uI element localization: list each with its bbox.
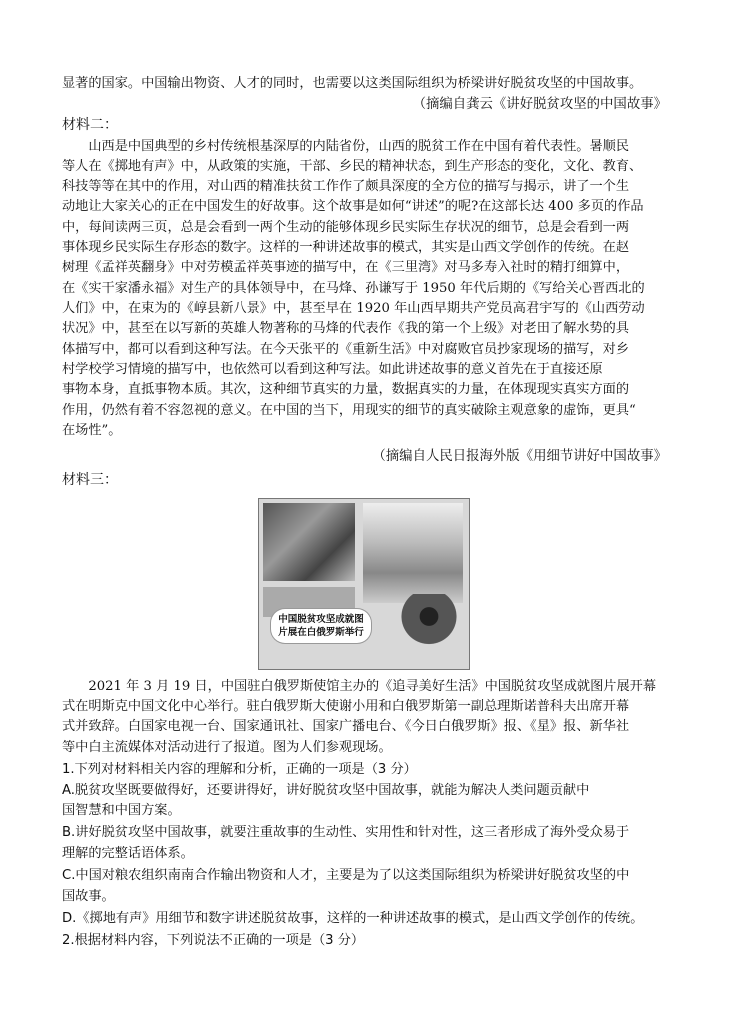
option-b-cont: 理解的完整话语体系。 [62, 846, 194, 861]
source-citation: （摘编自龚云《讲好脱贫攻坚的中国故事》 [412, 97, 667, 112]
paragraph-line: 科技等等在其中的作用，对山西的精准扶贫工作作了颇具深度的全方位的描写与揭示，讲了一个生 [62, 179, 630, 194]
option-d: D.《掷地有声》用细节和数字讲述脱贫故事，这样的一种讲述故事的模式，是山西文学创作的传统。 [62, 911, 644, 926]
option-a: A.脱贫攻坚既要做得好，还要讲得好，讲好脱贫攻坚中国故事，就能为解决人类问题贡献中 [62, 783, 590, 798]
option-c-cont: 国故事。 [62, 889, 115, 904]
paragraph-line: 在场性”。 [62, 423, 122, 438]
paragraph-line: 2021 年 3 月 19 日，中国驻白俄罗斯使馆主办的《追寻美好生活》中国脱贫攻坚成就图片展开幕 [62, 679, 657, 694]
option-c: C.中国对粮农组织南南合作输出物资和人才，主要是为了以这类国际组织为桥梁讲好脱贫攻坚的中 [62, 868, 630, 883]
paragraph-line: 式并致辞。白国家电视一台、国家通讯社、国家广播电台、《今日白俄罗斯》报、《星》报、新华社 [62, 719, 630, 734]
paragraph-line: 中，每间读两三页，总是会看到一两个生动的能够体现乡民实际生存状况的细节，总是会看到一两 [62, 220, 630, 235]
paragraph-line: 在《实干家潘永福》对生产的具体领导中，在马烽、孙谦写于 1950 年代后期的《写给关心晋西北的 [62, 281, 645, 296]
paragraph-line: 体描写中，都可以看到这种写法。在今天张平的《重新生活》中对腐败官员抄家现场的描写，对乡 [62, 342, 630, 357]
paragraph-line: 等人在《掷地有声》中，从政策的实施，干部、乡民的精神状态，到生产形态的变化，文化、教育、 [62, 159, 643, 174]
paragraph-line: 山西是中国典型的乡村传统根基深厚的内陆省份，山西的脱贫工作在中国有着代表性。暑顺民 [62, 139, 630, 154]
paragraph-line: 事体现乡民实际生存形态的数字。这样的一种讲述故事的模式，其实是山西文学创作的传统。在赵 [62, 240, 630, 255]
paragraph-line: 等中白主流媒体对活动进行了报道。图为人们参观现场。 [62, 740, 392, 755]
paragraph-line: 人们》中，在束为的《崞县新八景》中，甚至早在 1920 年山西早期共产党员高君宇写的《山西劳动 [62, 301, 645, 316]
paragraph-line: 状况》中，甚至在以写新的英雄人物著称的马烽的代表作《我的第一个上级》对老田了解水势的具 [62, 321, 630, 336]
paragraph-line: 村学校学习情境的描写中，也依然可以看到这种写法。如此讲述故事的意义首先在于直接还原 [62, 362, 603, 377]
question-1-stem: 1.下列对材料相关内容的理解和分析，正确的一项是（3 分） [62, 762, 417, 777]
question-2-stem: 2.根据材料内容，下列说法不正确的一项是（3 分） [62, 933, 365, 948]
photo-panel [263, 503, 355, 581]
photo-panel [363, 503, 463, 603]
paragraph-line: 作用，仍然有着不容忽视的意义。在中国的当下，用现实的细节的真实破除主观意象的虚饰，更具“ [62, 403, 636, 418]
option-a-cont: 国智慧和中国方案。 [62, 803, 181, 818]
option-b: B.讲好脱贫攻坚中国故事，就要注重故事的生动性、实用性和针对性，这三者形成了海外受众易于 [62, 825, 630, 840]
paragraph-line: 树理《孟祥英翻身》中对劳模孟祥英事迹的描写中，在《三里湾》对马多寿入社时的精打细算中， [62, 260, 630, 275]
source-citation: （摘编自人民日报海外版《用细节讲好中国故事》 [372, 449, 667, 464]
visitor-figure [399, 594, 459, 669]
section-heading-material-3: 材料三： [62, 472, 118, 488]
paragraph-line: 显著的国家。中国输出物资、人才的同时，也需要以这类国际组织为桥梁讲好脱贫攻坚的中国故事。 [62, 76, 643, 91]
exhibition-photo [258, 498, 470, 670]
paragraph-line: 事物本身，直抵事物本质。其次，这种细节真实的力量，数据真实的力量，在体现现实真实方面的 [62, 382, 630, 397]
paragraph-line: 式在明斯克中国文化中心举行。驻白俄罗斯大使谢小用和白俄罗斯第一副总理斯诺普科夫出席开幕 [62, 699, 630, 714]
section-heading-material-2: 材料二： [62, 117, 118, 133]
paragraph-line: 动地让大家关心的正在中国发生的好故事。这个故事是如何“讲述”的呢?在这部长达 400 多页的作品 [62, 199, 644, 214]
photo-caption: 中国脱贫攻坚成就图片展在白俄罗斯举行 [271, 609, 371, 643]
